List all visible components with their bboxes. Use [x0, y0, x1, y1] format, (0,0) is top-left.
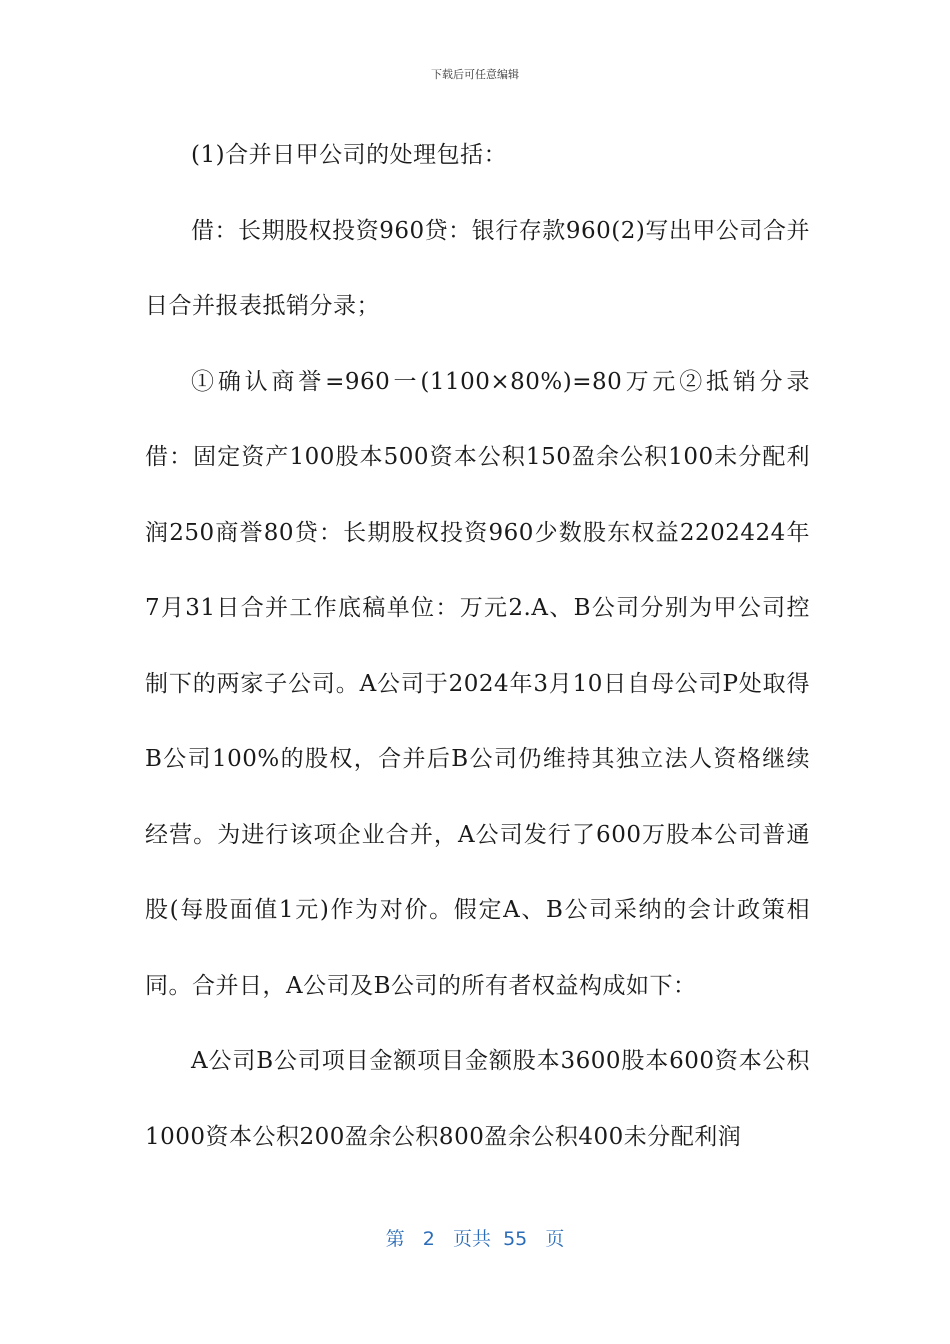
footer-suffix: 页: [545, 1228, 565, 1250]
page-footer: [0, 1224, 950, 1251]
paragraph-goodwill-elimination: ①确认商誉=960一(1100×80%)=80万元②抵销分录借：固定资产100股本500资本公积150盈余公积100未分配利润250商誉80贷：长期股权投资960少数股东权益2202424年7月31日合并工作底稿单位：万元2.A、B公司分别为甲公司控制下的两家子公司。A公司于2024年3月10日自母公司P处取得B公司100%的股权，合并后B公司仍维持其独立法人资格继续经营。为进行该项企业合并，A公司发行了600万股本公司普通股(每股面值1元)作为对价。假定A、B公司采纳的会计政策相同。合并日，A公司及B公司的所有者权益构成如下：: [145, 368, 810, 999]
page-header-note: 下载后可任意编辑: [431, 68, 519, 81]
paragraph-journal-entry: 借：长期股权投资960贷：银行存款960(2)写出甲公司合并日合并报表抵销分录；: [145, 217, 810, 319]
footer-current-page: 2: [422, 1228, 435, 1250]
footer-total-pages: 55: [503, 1228, 528, 1250]
paragraph-merger-date-treatment: (1)合并日甲公司的处理包括：: [191, 142, 508, 168]
footer-prefix: 第: [385, 1228, 405, 1250]
document-body: [145, 118, 810, 1175]
footer-mid: 页共: [452, 1228, 491, 1250]
paragraph-equity-table: A公司B公司项目金额项目金额股本3600股本600资本公积1000资本公积200盈余公积800盈余公积400未分配利润: [145, 1048, 810, 1150]
